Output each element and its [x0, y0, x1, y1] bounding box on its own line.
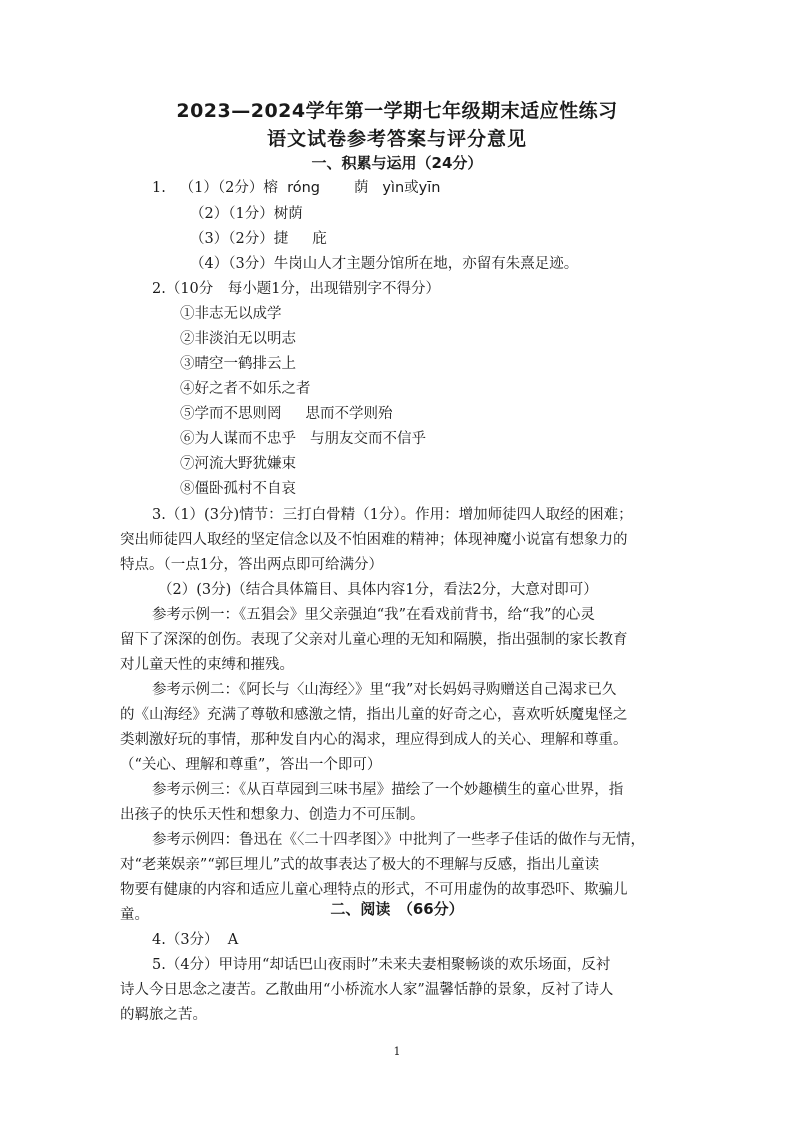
q1-line	[152, 178, 440, 198]
document-title: 2023—2024学年第一学期七年级期末适应性练习	[176, 100, 618, 122]
q4-answer: 4.（3分） A	[152, 932, 239, 948]
q1-part1-prefix: （1）（2分）榕	[179, 180, 278, 196]
section-heading-reading: 二、阅读 （66分）	[330, 900, 464, 918]
q3-line: 留下了深深的创伤。表现了父亲对儿童心理的无知和隔膜，指出强制的家长教育	[120, 632, 628, 648]
q3-line: （2）(3分)（结合具体篇目、具体内容1分，看法2分，大意对即可）	[158, 582, 598, 598]
q3-line: 3.（1）(3分)情节：三打白骨精（1分）。作用：增加师徒四人取经的困难；	[152, 507, 633, 523]
q5-line: 诗人今日思念之凄苦。乙散曲用“小桥流水人家”温馨恬静的景象，反衬了诗人	[120, 982, 614, 998]
q2-header: 2.（10分 每小题1分，出现错别字不得分）	[152, 281, 441, 297]
q1-part3-char: 庇	[312, 231, 327, 247]
q2-item-second-half: 思而不学则殆	[305, 406, 393, 422]
q1-part4: （4）（3分）牛岗山人才主题分馆所在地，亦留有朱熹足迹。	[190, 256, 579, 272]
q1-pinyin-rong: róng	[287, 180, 321, 196]
q1-char-yin: 荫	[354, 180, 369, 196]
q2-item-first-half: ⑤学而不思则罔	[180, 406, 282, 422]
q3-line: 参考示例二：《阿长与〈山海经〉》里“我”对长妈妈寻购赠送自己渴求已久	[152, 682, 617, 698]
q3-line: 物要有健康的内容和适应儿童心理特点的形式，不可用虚伪的故事恐吓、欺骗儿	[120, 882, 628, 898]
q2-item	[180, 404, 393, 424]
q3-line: 突出师徒四人取经的坚定信念以及不怕困难的精神；体现神魔小说富有想象力的	[120, 532, 628, 548]
q2-item: ③晴空一鹤排云上	[180, 356, 296, 372]
q3-line: 参考示例一：《五猖会》里父亲强迫“我”在看戏前背书，给“我”的心灵	[152, 607, 595, 623]
q1-part2: （2）（1分）树荫	[190, 206, 303, 222]
q5-line: 的羁旅之苦。	[120, 1007, 207, 1023]
q3-line: 特点。（一点1分，答出两点即可给满分）	[120, 557, 383, 573]
q2-item-first-half: ⑥为人谋而不忠乎	[180, 431, 296, 447]
q1-number: 1.	[152, 180, 166, 196]
page-number: 1	[393, 1045, 401, 1058]
q3-line: 童。	[120, 907, 149, 923]
q1-part3	[190, 229, 327, 249]
q2-item-second-half: 与朋友交而不信乎	[310, 431, 426, 447]
section-heading-accumulation: 一、积累与运用（24分）	[311, 154, 483, 172]
q5-line: 5.（4分）甲诗用“却话巴山夜雨时”未来夫妻相聚畅谈的欢乐场面，反衬	[152, 957, 611, 973]
q2-item: ④好之者不如乐之者	[180, 381, 311, 397]
q1-pinyin-yin: yìn或yīn	[382, 180, 441, 196]
q2-item	[180, 429, 426, 449]
document-subtitle: 语文试卷参考答案与评分意见	[266, 128, 527, 150]
q3-line: 出孩子的快乐天性和想象力、创造力不可压制。	[120, 807, 425, 823]
q2-item: ①非志无以成学	[180, 306, 282, 322]
q2-item: ⑧僵卧孤村不自哀	[180, 481, 296, 497]
q2-item: ⑦河流大野犹嫌束	[180, 456, 296, 472]
q1-part3-prefix: （3）（2分）捷	[190, 231, 289, 247]
q3-line: （“关心、理解和尊重”，答出一个即可）	[120, 757, 382, 773]
q3-line: 类刺激好玩的事情，那种发自内心的渴求，理应得到成人的关心、理解和尊重。	[120, 732, 628, 748]
q3-line: 对“老莱娱亲”“郭巨埋儿”式的故事表达了极大的不理解与反感，指出儿童读	[120, 857, 600, 873]
q2-item: ②非淡泊无以明志	[180, 331, 296, 347]
q3-line: 参考示例三：《从百草园到三味书屋》描绘了一个妙趣横生的童心世界，指	[152, 782, 624, 798]
q3-line: 的《山海经》充满了尊敬和感激之情，指出儿童的好奇之心，喜欢听妖魔鬼怪之	[120, 707, 628, 723]
q3-line: 参考示例四：鲁迅在《〈二十四孝图〉》中批判了一些孝子佳话的做作与无情，	[152, 832, 645, 848]
q3-line: 对儿童天性的束缚和摧残。	[120, 657, 294, 673]
